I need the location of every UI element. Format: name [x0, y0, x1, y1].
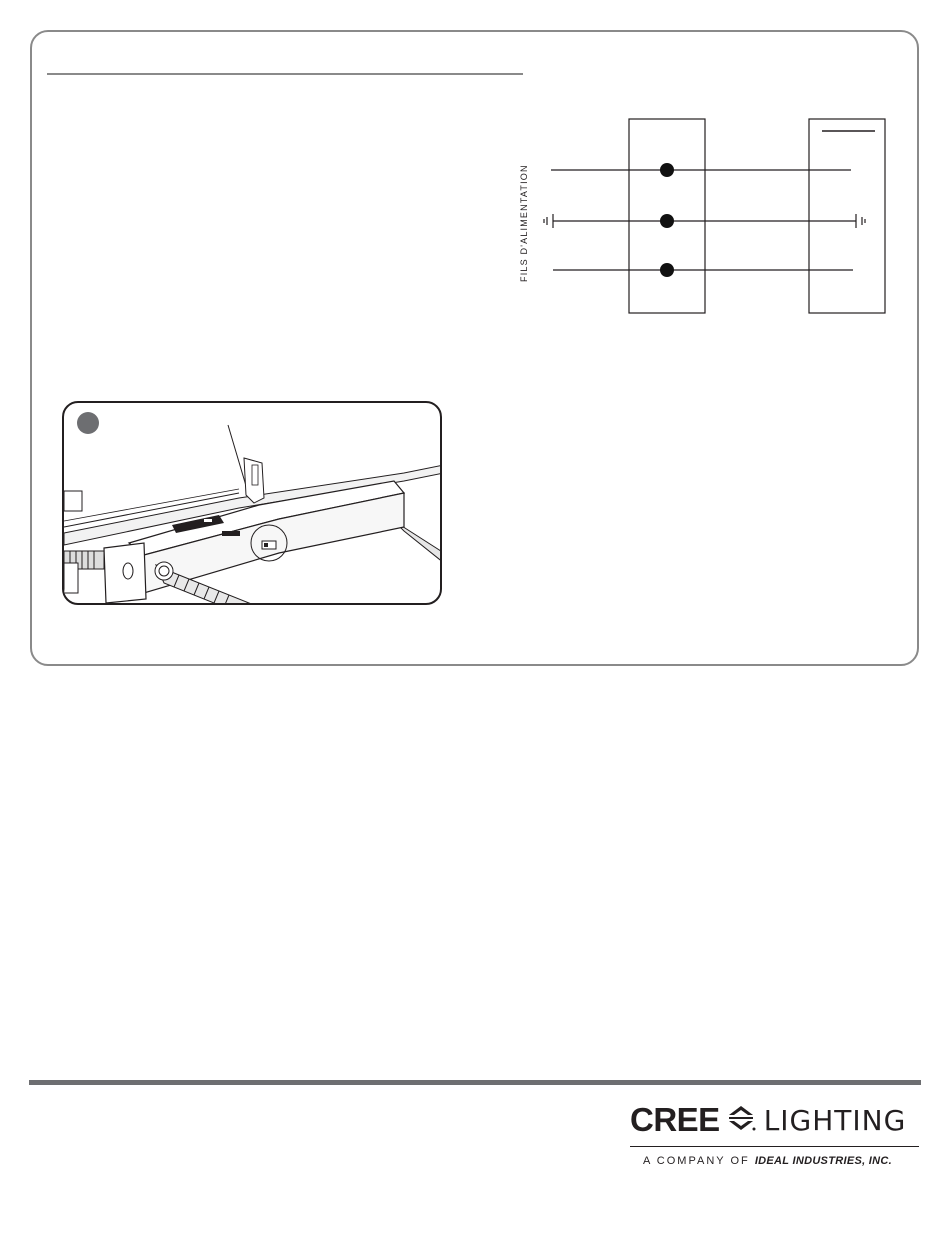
tagline-company: IDEAL INDUSTRIES, INC.	[754, 1155, 892, 1167]
supply-wires-label: FILS D'ALIMENTATION	[519, 164, 529, 282]
section-heading-rule	[47, 73, 523, 75]
tagline-prefix: A COMPANY OF	[643, 1155, 750, 1167]
company-tagline	[630, 1155, 922, 1167]
wire-connector-dot	[660, 214, 674, 228]
footer-rule	[29, 1080, 921, 1085]
cree-lighting-logo	[630, 1100, 922, 1167]
brand-cree: CREE	[630, 1101, 720, 1138]
fixture-illustration	[64, 403, 442, 605]
ground-icon	[544, 214, 553, 228]
wire-connector-dot	[660, 263, 674, 277]
logo-divider	[630, 1146, 919, 1147]
ground-icon	[856, 214, 865, 228]
wiring-diagram	[515, 110, 895, 320]
step-number-marker	[77, 412, 99, 434]
fixture-box	[809, 119, 885, 313]
logo-wordmark	[630, 1100, 922, 1140]
wire-connector-dot	[660, 163, 674, 177]
brand-lighting: LIGHTING	[763, 1103, 907, 1137]
installation-illustration	[62, 401, 442, 605]
cree-double-chevron-icon	[726, 1103, 756, 1138]
